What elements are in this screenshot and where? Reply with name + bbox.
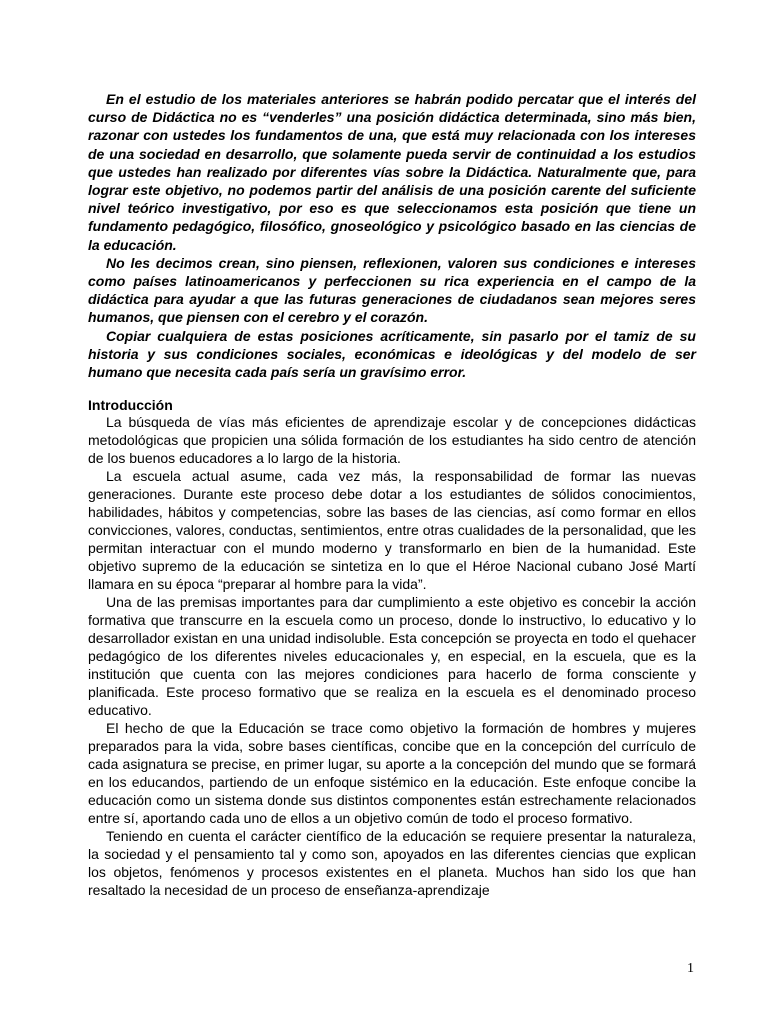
intro-paragraph: No les decimos crean, sino piensen, reflexionen, valoren sus condiciones e intereses como países latinoamericanos y perfeccionen su rica experiencia en el campo de la didáctica para ayudar a que las futuras generaciones de ciudadanos sean mejores seres humanos, que piensen con el cerebro y el corazón. — [88, 254, 696, 326]
page-number: 1 — [687, 961, 694, 976]
body-text-block — [88, 413, 696, 899]
section-heading: Introducción — [88, 397, 173, 413]
body-paragraph: Una de las premisas importantes para dar cumplimiento a este objetivo es concebir la acción formativa que transcurre en la escuela como un proceso, donde lo instructivo, lo educativo y lo desarrollador existan en una unidad indisoluble. Esta concepción se proyecta en todo el quehacer pedagógico de los diferentes niveles educacionales y, en especial, en la escuela, que es la institución que cuenta con las mejores condiciones para hacerlo de forma consciente y planificada. Este proceso formativo que se realiza en la escuela es el denominado proceso educativo. — [88, 594, 696, 718]
body-paragraph: Teniendo en cuenta el carácter científico de la educación se requiere presentar la naturaleza, la sociedad y el pensamiento tal y como son, apoyados en las diferentes ciencias que explican los objetos, fenómenos y procesos existentes en el planeta. Muchos han sido los que han resaltado la necesidad de un proceso de enseñanza-aprendizaje — [88, 828, 696, 898]
intro-paragraph: Copiar cualquiera de estas posiciones acríticamente, sin pasarlo por el tamiz de su historia y sus condiciones sociales, económicas e ideológicas y del modelo de ser humano que necesita cada país sería un gravísimo error. — [88, 327, 696, 381]
body-paragraph: El hecho de que la Educación se trace como objetivo la formación de hombres y mujeres preparados para la vida, sobre bases científicas, concibe que en la concepción del currículo de cada asignatura se precise, en primer lugar, su aporte a la concepción del mundo que se formará en los educandos, partiendo de un enfoque sistémico en la educación. Este enfoque concibe la educación como un sistema donde sus distintos componentes están estrechamente relacionados entre sí, aportando cada uno de ellos a un objetivo común de todo el proceso formativo. — [88, 720, 696, 826]
intro-text-block — [88, 90, 696, 381]
body-paragraph: La escuela actual asume, cada vez más, la responsabilidad de formar las nuevas generaciones. Durante este proceso debe dotar a los estudiantes de sólidos conocimientos, habilidades, hábitos y competencias, sobre las bases de las ciencias, así como formar en ellos convicciones, valores, conductas, sentimientos, entre otras cualidades de la personalidad, que les permitan interactuar con el mundo moderno y transformarlo en bien de la humanidad. Este objetivo supremo de la educación se sintetiza en lo que el Héroe Nacional cubano José Martí llamara en su época “preparar al hombre para la vida”. — [88, 468, 696, 592]
body-paragraph: La búsqueda de vías más eficientes de aprendizaje escolar y de concepciones didácticas metodológicas que propicien una sólida formación de los estudiantes ha sido centro de atención de los buenos educadores a lo largo de la historia. — [88, 414, 696, 466]
intro-paragraph: En el estudio de los materiales anteriores se habrán podido percatar que el interés del curso de Didáctica no es “venderles” una posición didáctica determinada, sino más bien, razonar con ustedes los fundamentos de una, que está muy relacionada con los intereses de una sociedad en desarrollo, que solamente pueda servir de continuidad a los estudios que ustedes han realizado por diferentes vías sobre la Didáctica. Naturalmente que, para lograr este objetivo, no podemos partir del análisis de una posición carente del suficiente nivel teórico investigativo, por eso es que seleccionamos esta posición que tiene un fundamento pedagógico, filosófico, gnoseológico y psicológico basado en las ciencias de la educación. — [88, 91, 696, 253]
